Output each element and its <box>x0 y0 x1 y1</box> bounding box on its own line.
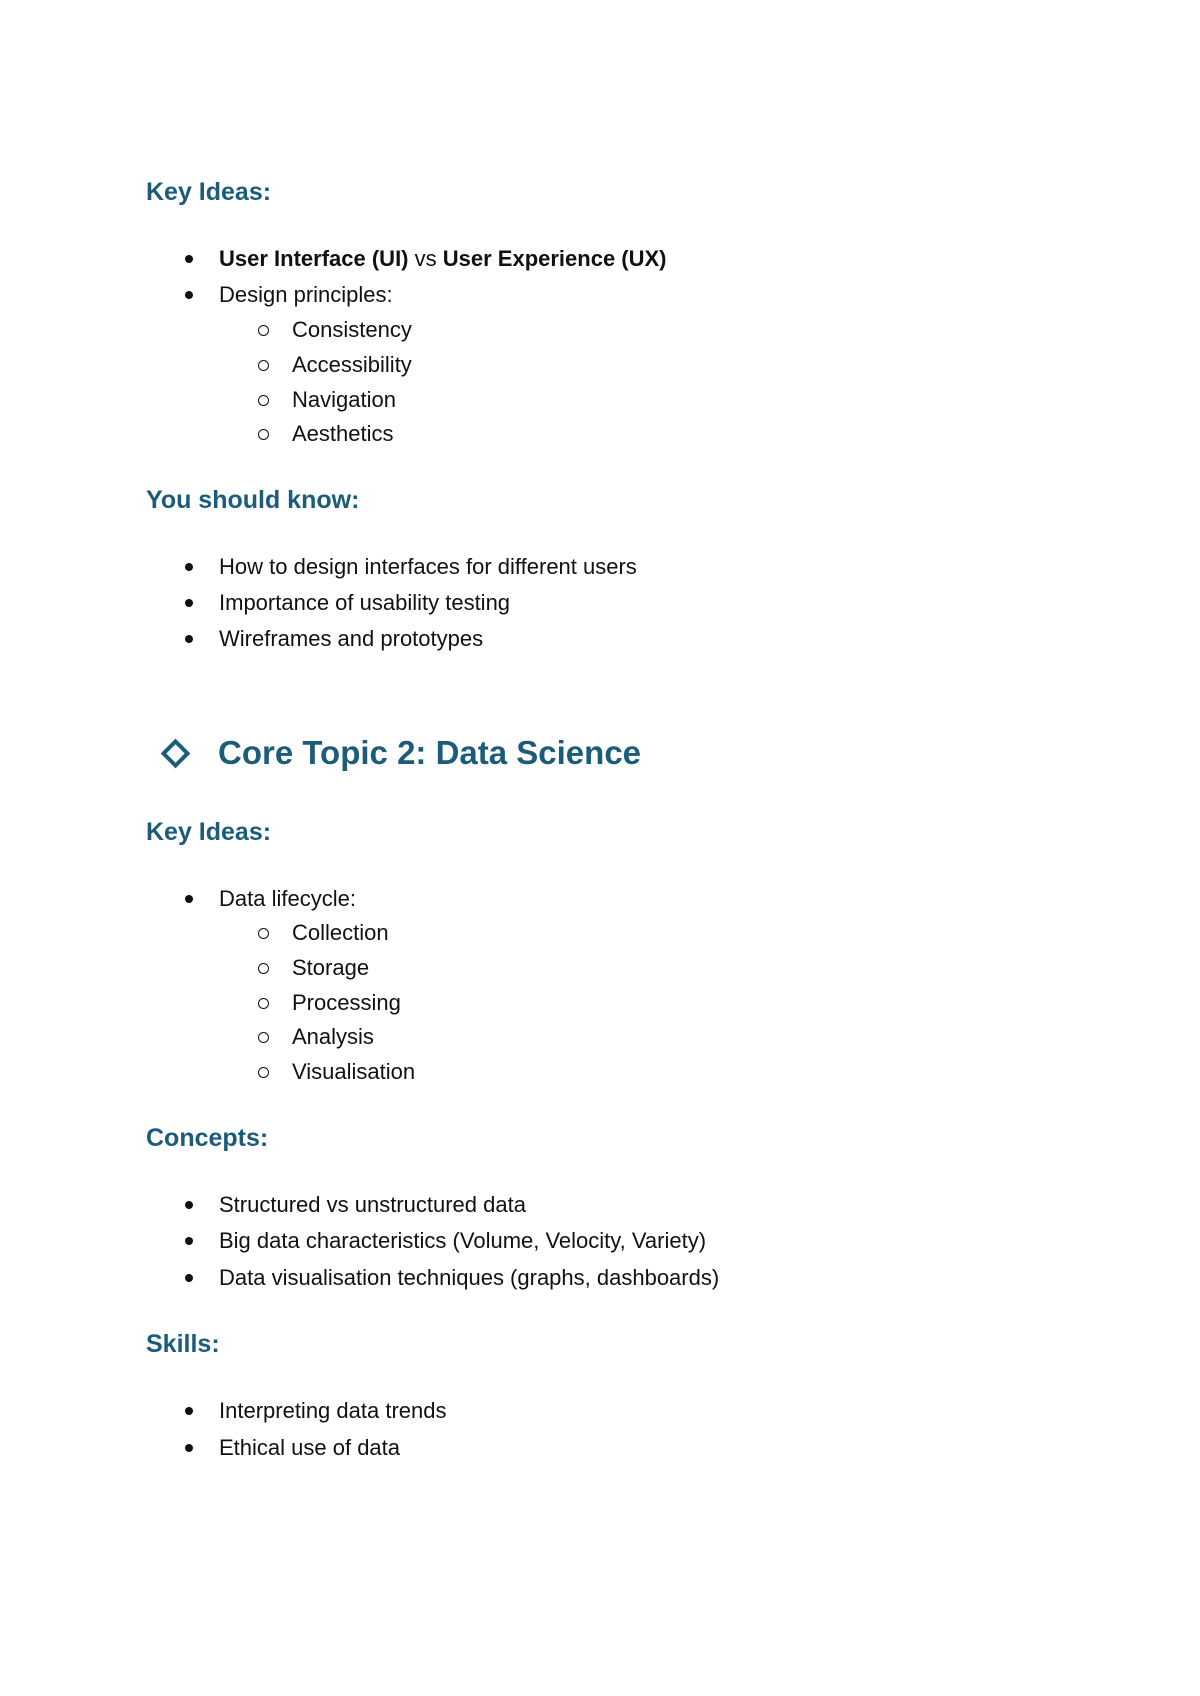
list-item-text: Big data characteristics (Volume, Velocity, Variety) <box>219 1228 707 1253</box>
bullet-circle-icon <box>258 1032 269 1043</box>
sub-list-item-text: Consistency <box>292 317 412 342</box>
sub-list-item-text: Collection <box>292 920 389 945</box>
bullet-circle-icon <box>258 325 269 336</box>
skills-heading: Skills: <box>146 1330 220 1358</box>
bullet-disc-icon <box>185 291 193 299</box>
list-item-text: Importance of usability testing <box>219 590 511 615</box>
bullet-disc-icon <box>185 1444 193 1452</box>
bullet-disc-icon <box>185 599 193 607</box>
list-item-text: Interpreting data trends <box>219 1398 447 1423</box>
list-item-text: Ethical use of data <box>219 1435 401 1460</box>
sub-list-item-text: Navigation <box>292 387 396 412</box>
sub-list-item-text: Processing <box>292 990 401 1015</box>
diamond-bullet-icon <box>161 738 191 768</box>
bullet-circle-icon <box>258 395 269 406</box>
bullet-disc-icon <box>185 1407 193 1415</box>
sub-list-item-text: Storage <box>292 955 370 980</box>
sub-list-item-text: Analysis <box>292 1024 374 1049</box>
bullet-disc-icon <box>185 1237 193 1245</box>
list-item-text: Data visualisation techniques (graphs, dashboards) <box>219 1265 720 1290</box>
you-should-know-heading: You should know: <box>146 486 360 514</box>
bullet-disc-icon <box>185 635 193 643</box>
bullet-disc-icon <box>185 1201 193 1209</box>
bullet-disc-icon <box>185 255 193 263</box>
bullet-circle-icon <box>258 963 269 974</box>
sub-list-item-text: Visualisation <box>292 1059 416 1084</box>
topic-title <box>160 733 641 773</box>
list-item-text: Data lifecycle: <box>219 886 356 911</box>
bullet-circle-icon <box>258 998 269 1009</box>
key-ideas-heading: Key Ideas: <box>146 178 272 206</box>
concepts-heading: Concepts: <box>146 1124 269 1152</box>
bullet-circle-icon <box>258 1067 269 1078</box>
bullet-circle-icon <box>258 429 269 440</box>
topic-title-text: Core Topic 2: Data Science <box>218 734 642 771</box>
bullet-circle-icon <box>258 928 269 939</box>
list-item-text: Wireframes and prototypes <box>219 626 484 651</box>
key-ideas-heading: Key Ideas: <box>146 818 272 846</box>
bullet-circle-icon <box>258 360 269 371</box>
list-item-text: Structured vs unstructured data <box>219 1192 526 1217</box>
sub-list-item-text: Accessibility <box>292 352 412 377</box>
list-item-text: Design principles: <box>219 282 393 307</box>
sub-list-item-text: Aesthetics <box>292 421 394 446</box>
list-item-text: User Interface (UI) vs User Experience (UX) <box>219 246 667 271</box>
bullet-disc-icon <box>185 563 193 571</box>
bullet-disc-icon <box>185 895 193 903</box>
bullet-disc-icon <box>185 1274 193 1282</box>
list-item-text: How to design interfaces for different users <box>219 554 637 579</box>
